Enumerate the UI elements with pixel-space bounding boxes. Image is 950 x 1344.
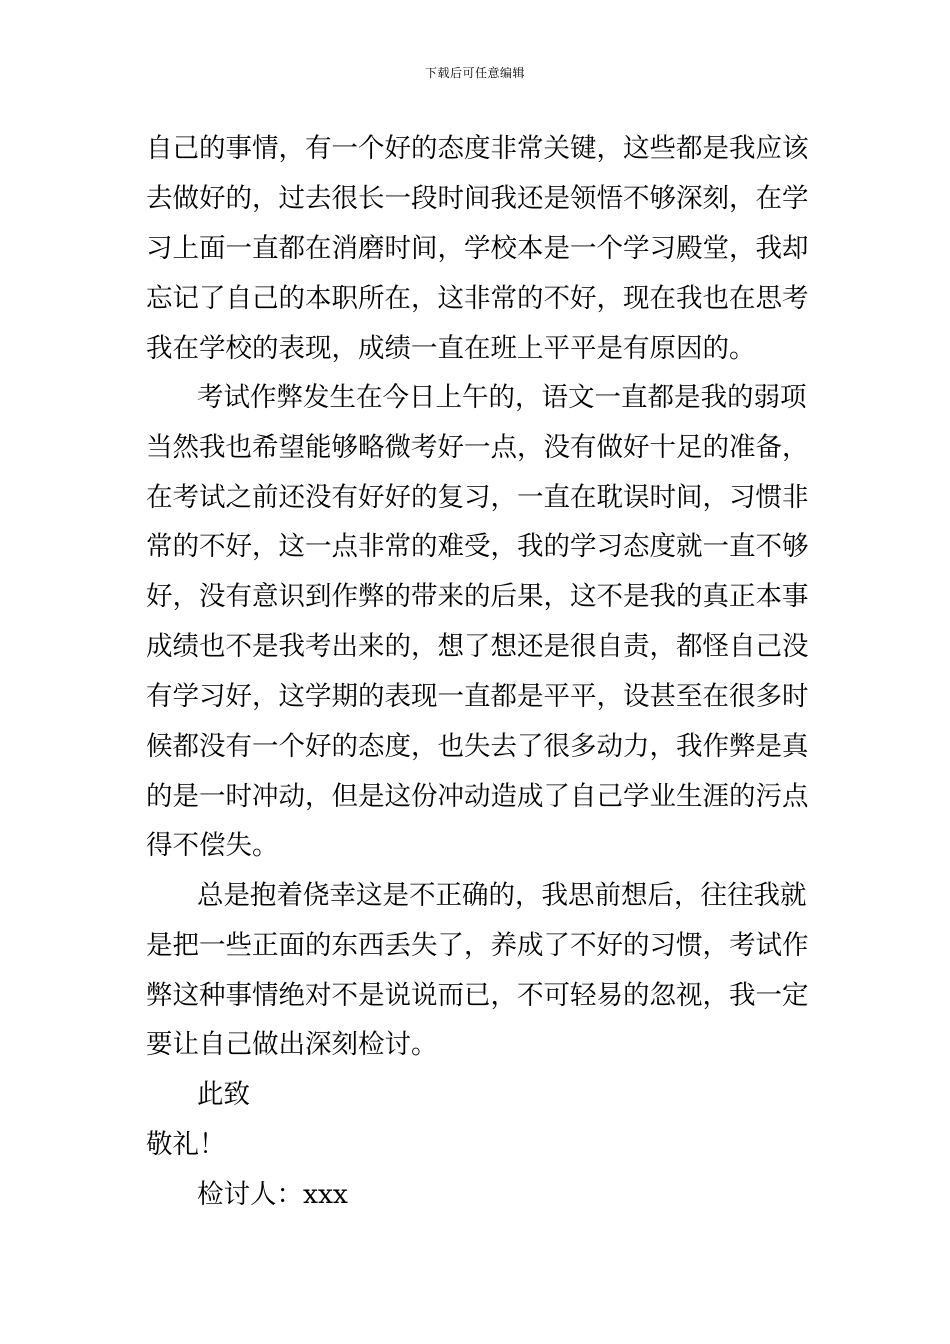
text-line: 是把一些正面的东西丢失了，养成了不好的习惯，考试作 (146, 930, 809, 961)
text-line: 习上面一直都在消磨时间，学校本是一个学习殿堂，我却 (146, 233, 809, 264)
text-line: 成绩也不是我考出来的，想了想还是很自责，都怪自己没 (146, 631, 809, 662)
text-line: 忘记了自己的本职所在，这非常的不好，现在我也在思考 (146, 283, 809, 314)
text-line: 自己的事情，有一个好的态度非常关键，这些都是我应该 (146, 133, 809, 164)
text-line: 的是一时冲动，但是这份冲动造成了自己学业生涯的污点 (146, 781, 809, 812)
paragraph-start-line: 总是抱着侥幸这是不正确的，我思前想后，往往我就 (197, 880, 807, 911)
text-line: 候都没有一个好的态度，也失去了很多动力，我作弊是真 (146, 731, 809, 762)
text-line: 我在学校的表现，成绩一直在班上平平是有原因的。 (146, 333, 756, 364)
text-line: 有学习好，这学期的表现一直都是平平，设甚至在很多时 (146, 681, 809, 712)
text-line: 要让自己做出深刻检讨。 (146, 1029, 438, 1060)
text-line: 弊这种事情绝对不是说说而已，不可轻易的忽视，我一定 (146, 980, 809, 1011)
closing-salutation: 此致 (197, 1079, 250, 1110)
text-line: 得不偿失。 (146, 830, 279, 861)
paragraph-start-line: 考试作弊发生在今日上午的，语文一直都是我的弱项 (197, 382, 807, 413)
signature-line: 检讨人：xxx (197, 1179, 348, 1210)
header-note: 下载后可任意编辑 (424, 66, 525, 80)
text-line: 常的不好，这一点非常的难受，我的学习态度就一直不够 (146, 531, 809, 562)
text-line: 去做好的，过去很长一段时间我还是领悟不够深刻，在学 (146, 183, 809, 214)
closing-regards: 敬礼！ (146, 1129, 226, 1160)
text-line: 在考试之前还没有好好的复习，一直在耽误时间，习惯非 (146, 482, 809, 513)
text-line: 好，没有意识到作弊的带来的后果，这不是我的真正本事 (146, 581, 809, 612)
text-line: 当然我也希望能够略微考好一点，没有做好十足的准备， (146, 432, 809, 463)
